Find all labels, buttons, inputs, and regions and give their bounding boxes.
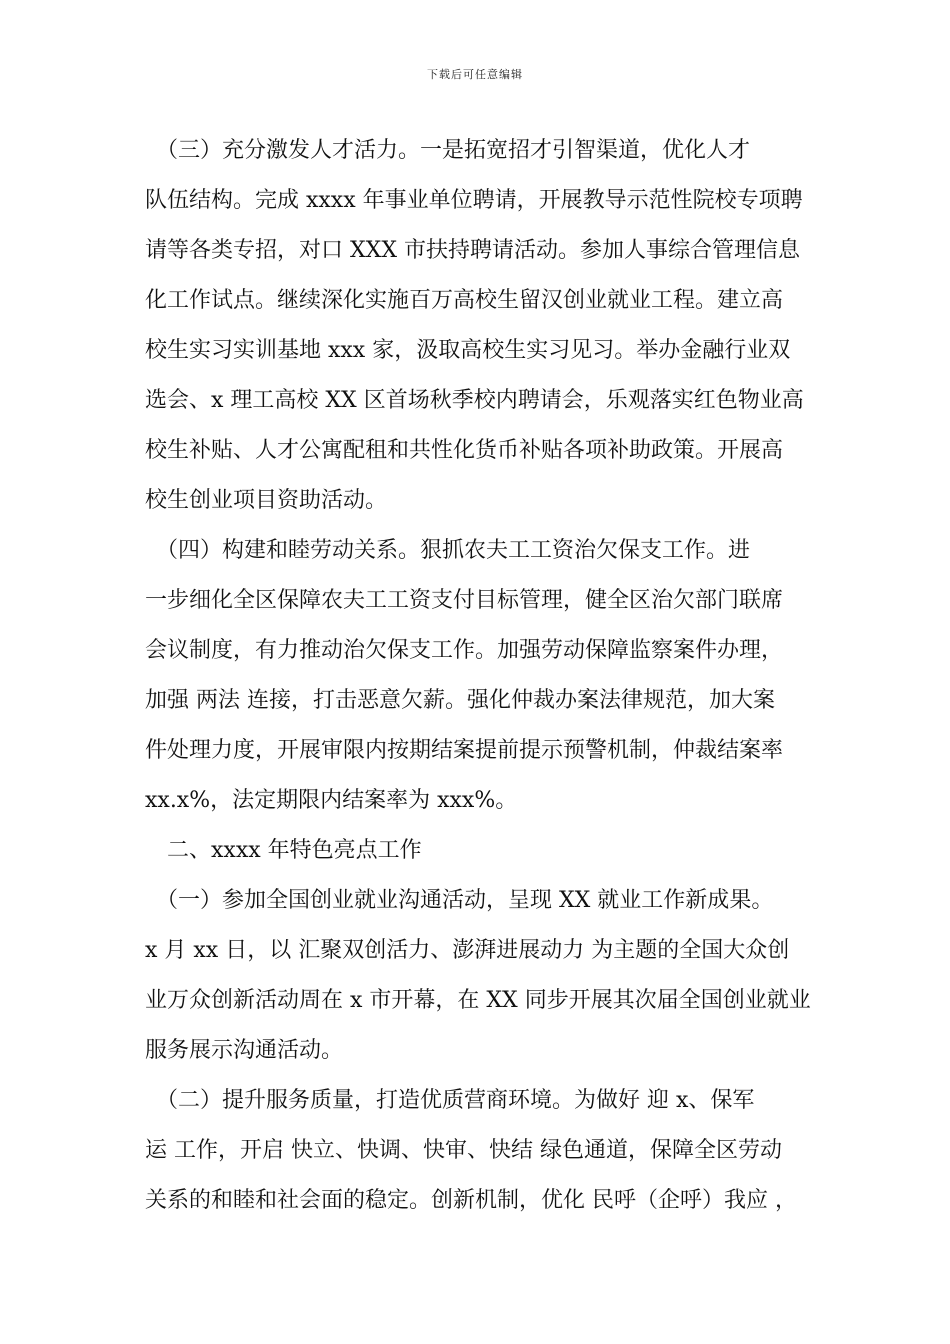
text-line: 关系的和睦和社会面的稳定。创新机制，优化 民呼（企呼）我应 ， [145,1188,797,1213]
text-line: 加强 两法 连接，打击恶意欠薪。强化仲裁办案法律规范，加大案 [145,688,775,713]
text-line: 服务展示沟通活动。 [145,1038,344,1063]
text-line: 会议制度，有力推动治欠保支工作。加强劳动保障监察案件办理， [145,638,784,663]
text-line: 校生创业项目资助活动。 [145,488,388,513]
text-line: 选会、x 理工高校 XX 区首场秋季校内聘请会，乐观落实红色物业高 [145,388,804,413]
text-line: （四）构建和睦劳动关系。狠抓农夫工工资治欠保支工作。进 [145,538,751,563]
text-line: xx.x%，法定期限内结案率为 xxx%。 [145,788,518,813]
document-body [145,126,825,1226]
text-line: 运 工作，开启 快立、快调、快审、快结 绿色通道，保障全区劳动 [145,1138,782,1163]
text-line: 队伍结构。完成 xxxx 年事业单位聘请，开展教导示范性院校专项聘 [145,188,803,213]
text-line: 请等各类专招，对口 XXX 市扶持聘请活动。参加人事综合管理信息 [145,238,800,263]
text-line: （三）充分激发人才活力。一是拓宽招才引智渠道，优化人才 [145,138,751,163]
text-line: 化工作试点。继续深化实施百万高校生留汉创业就业工程。建立高 [145,288,784,313]
text-line: 件处理力度，开展审限内按期结案提前提示预警机制，仲裁结案率 [145,738,784,763]
section-heading: 二、xxxx 年特色亮点工作 [145,838,422,863]
text-line: 一步细化全区保障农夫工工资支付目标管理，健全区治欠部门联席 [145,588,784,613]
text-line: 校生补贴、人才公寓配租和共性化货币补贴各项补助政策。开展高 [145,438,784,463]
text-line: （一）参加全国创业就业沟通活动，呈现 XX 就业工作新成果。 [145,888,774,913]
text-line: 校生实习实训基地 xxx 家，汲取高校生实习见习。举办金融行业双 [145,338,791,363]
page-header: 下载后可任意编辑 [427,68,523,81]
text-line: x 月 xx 日，以 汇聚双创活力、澎湃进展动力 为主题的全国大众创 [145,938,790,963]
text-line: （二）提升服务质量，打造优质营商环境。为做好 迎 x、保军 [145,1088,755,1113]
text-line: 业万众创新活动周在 x 市开幕，在 XX 同步开展其次届全国创业就业 [145,988,811,1013]
